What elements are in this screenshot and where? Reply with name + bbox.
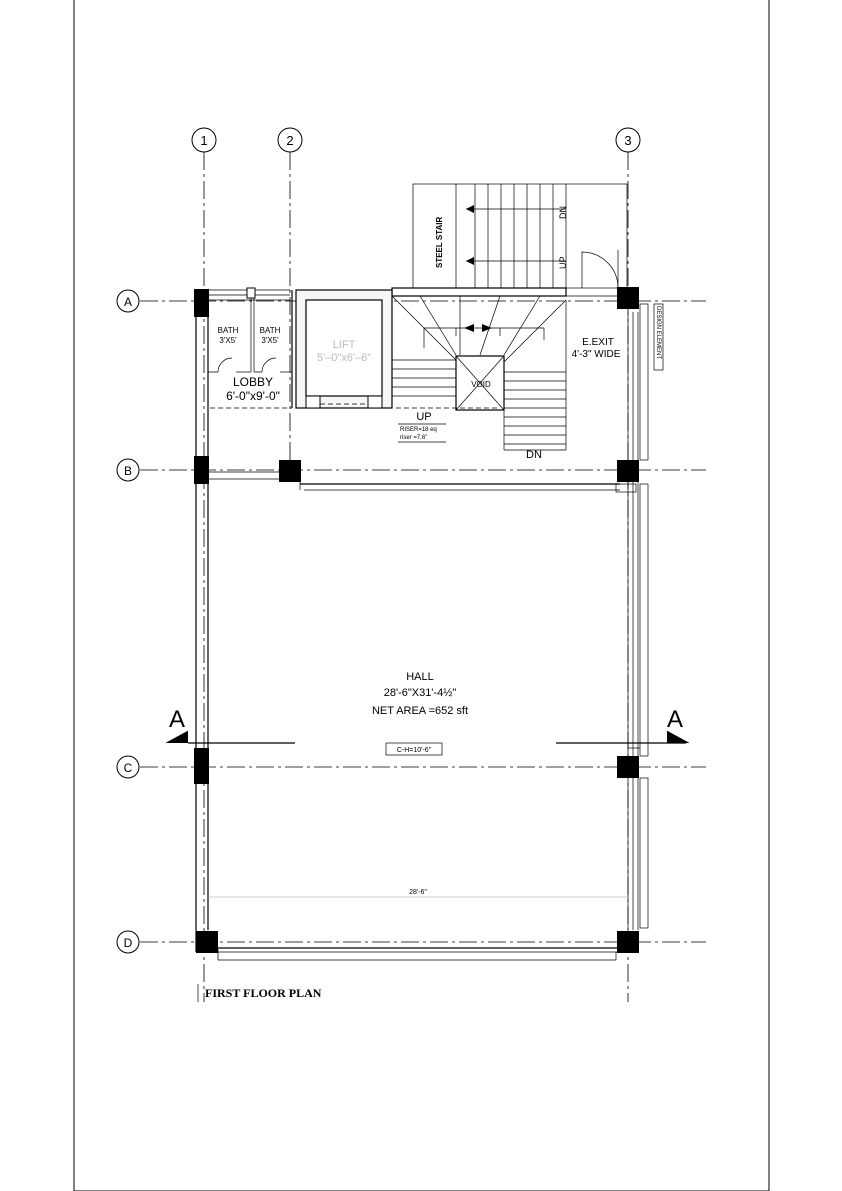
void-label: VOID [471,380,491,389]
column-1d [196,931,218,953]
hall-area: NET AREA =652 sft [371,705,469,717]
grid-bubble-1 [192,128,216,152]
grid-bubble-b [117,459,139,481]
section-line [166,731,689,743]
dimension-line [208,889,628,897]
svg-text:FIRST FLOOR PLAN: FIRST FLOOR PLAN [205,986,322,1000]
hall-size: 28'-6"X31'-4½" [383,687,457,699]
lift-name: LIFT [332,339,356,351]
svg-text:DESIGN ELEMENT: DESIGN ELEMENT [655,306,661,360]
grid-bubble-a [117,290,139,312]
grid-bubble-2 [278,128,302,152]
sheet-border [74,0,769,1191]
column-3c [617,756,639,778]
steel-stair-dn: DN [558,206,568,219]
bath1-name: BATH [217,326,239,335]
exit-name: E.EXIT [582,337,614,348]
riser-height: riser =7.6" [400,435,428,441]
section-marker-right: A [666,706,684,733]
svg-text:2: 2 [286,133,294,148]
svg-text:3: 3 [624,133,632,148]
grid-axes [140,152,706,1002]
column-3d [617,931,639,953]
column-3a [617,287,639,309]
svg-text:A: A [123,295,133,309]
lift-size: 5'–0"x6'–6" [316,352,372,364]
column-1c [194,748,209,784]
bath1-size: 3'X5' [219,336,237,345]
column-1b [194,456,209,484]
riser-count: RISER=18 eq [400,427,437,433]
column-3b [617,460,639,482]
exit-size: 4'-3" WIDE [571,349,621,360]
ceiling-height-tag [386,743,442,755]
lobby-name: LOBBY [232,375,274,389]
lobby-size: 6'-0"x9'-0" [226,389,280,403]
column-1a [194,289,209,317]
steel-stair-up: UP [558,256,568,269]
design-element-tag [654,304,663,370]
steel-stair-label: STEEL STAIR [435,216,444,268]
steel-stair [413,184,627,290]
main-stair-dn: DN [526,449,542,461]
svg-text:1: 1 [200,133,208,148]
grid-bubble-3 [616,128,640,152]
section-marker-left: A [168,706,186,733]
column-2b [279,460,301,482]
svg-text:D: D [123,936,133,950]
bath2-name: BATH [259,326,281,335]
svg-text:B: B [123,464,133,478]
bath2-size: 3'X5' [261,336,279,345]
plan-title [198,984,322,1002]
grid-bubble-d [117,931,139,953]
svg-text:C-H=10'-6": C-H=10'-6" [396,747,432,754]
svg-text:C: C [123,761,133,775]
grid-bubble-c [117,756,139,778]
hall-name: HALL [406,671,434,683]
svg-text:28'-6": 28'-6" [409,889,427,896]
main-stair-up: UP [416,411,432,423]
